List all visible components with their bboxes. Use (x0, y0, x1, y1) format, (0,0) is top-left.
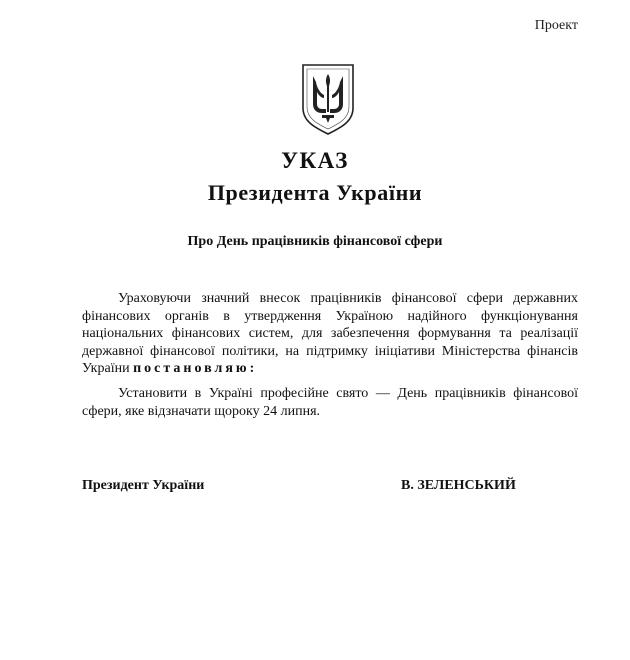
signature-name: В. ЗЕЛЕНСЬКИЙ (401, 478, 516, 493)
body-paragraph-1 (82, 290, 578, 378)
signature-position: Президент України (82, 478, 205, 493)
body-paragraph-2: Установити в Україні професійне свято — День працівників фінансової сфери, яке відзначати щороку 24 липня. (82, 386, 578, 419)
body-paragraph-1-text: Ураховуючи значний внесок працівників фінансової сфери державних фінансових органів в утвердження Україною надійного функціонування національних фінансових систем, для забезпечення формування та реалізації державної фінансової політики, на підтримку ініціативи Міністерства фінансів України (82, 291, 578, 376)
draft-label: Проект (534, 18, 578, 33)
document-type-title: УКАЗ (281, 148, 349, 173)
issuer-title: Президента України (207, 180, 423, 205)
decree-subject: Про День працівників фінансової сфери (187, 234, 443, 249)
decree-word: постановляю: (133, 361, 258, 376)
trident-coat-of-arms-icon (300, 62, 356, 136)
